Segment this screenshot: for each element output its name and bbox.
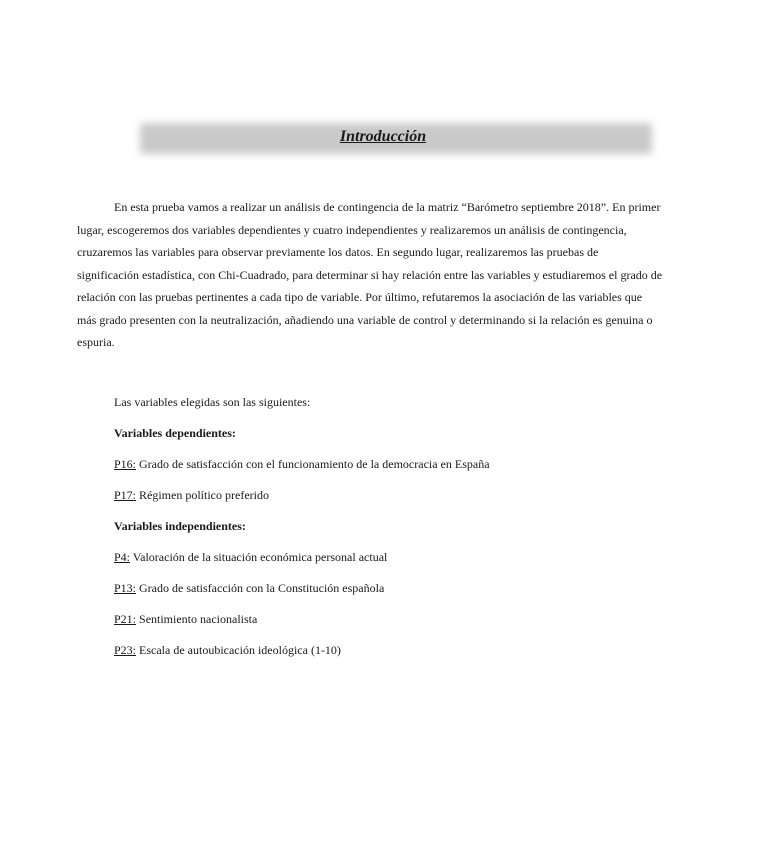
list-intro: Las variables elegidas son las siguientes: bbox=[114, 395, 311, 409]
variable-code: P4: bbox=[114, 550, 131, 564]
variable-label: Régimen político preferido bbox=[136, 488, 269, 502]
variable-code: P17: bbox=[114, 488, 137, 502]
variable-code: P21: bbox=[114, 612, 137, 626]
page-title: Introducción bbox=[339, 128, 427, 145]
dependent-heading: Variables dependientes: bbox=[114, 426, 236, 440]
variable-item bbox=[114, 548, 654, 579]
variable-label: Sentimiento nacionalista bbox=[136, 612, 258, 626]
variable-item bbox=[114, 579, 654, 610]
variables-list bbox=[114, 393, 654, 672]
variable-code: P13: bbox=[114, 581, 137, 595]
intro-paragraph: En esta prueba vamos a realizar un análisis de contingencia de la matriz “Barómetro septiembre 2018”. En primer lugar, escogeremos dos variables dependientes y cuatro independientes y realizaremos un análisis de contingencia, cruzaremos las variables para observar previamente los datos. En segundo lugar, realizaremos las pruebas de significación estadística, con Chi-Cuadrado, para determinar si hay relación entre las variables y estudiaremos el grado de relación con las pruebas pertinentes a cada tipo de variable. Por último, refutaremos la asociación de las variables que más grado presenten con la neutralización, añadiendo una variable de control y determinando si la relación es genuina o espuria. bbox=[77, 200, 663, 349]
variable-code: P23: bbox=[114, 643, 137, 657]
independent-heading: Variables independientes: bbox=[114, 519, 246, 533]
variable-label: Valoración de la situación económica personal actual bbox=[130, 550, 388, 564]
variable-item bbox=[114, 641, 654, 672]
variable-code: P16: bbox=[114, 457, 137, 471]
variable-label: Grado de satisfacción con la Constitución española bbox=[136, 581, 385, 595]
variable-label: Escala de autoubicación ideológica (1-10) bbox=[136, 643, 341, 657]
variable-label: Grado de satisfacción con el funcionamiento de la democracia en España bbox=[136, 457, 490, 471]
variable-item bbox=[114, 455, 654, 486]
variable-item bbox=[114, 610, 654, 641]
variable-item bbox=[114, 486, 654, 517]
